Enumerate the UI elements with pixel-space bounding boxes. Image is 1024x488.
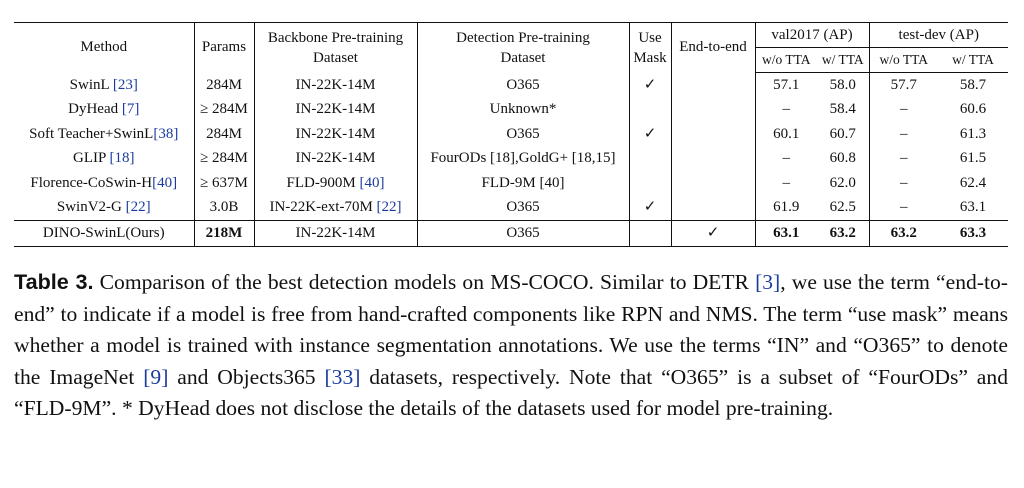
cell-use-mask <box>629 171 671 196</box>
col-test-wo-tta: w/o TTA <box>869 48 938 73</box>
col-test-w-tta: w/ TTA <box>938 48 1008 73</box>
cell-val-w: 62.0 <box>829 174 856 191</box>
col-testdev: test-dev (AP) <box>869 23 1008 48</box>
cell-test-wo: – <box>869 98 938 123</box>
cell-detection: Unknown* <box>417 98 629 123</box>
cell-val-w: 63.2 <box>817 221 869 247</box>
table-row-ours <box>14 221 1008 247</box>
cell-params: 284M <box>194 73 254 98</box>
col-detection: Detection Pre-training Dataset <box>417 23 629 73</box>
cell-val-w: 60.7 <box>829 125 856 142</box>
cell-method: SwinL [23] <box>69 76 138 93</box>
col-val-wo-tta: w/o TTA <box>755 48 817 73</box>
cell-backbone: IN-22K-14M <box>254 147 417 172</box>
cell-test-w: 62.4 <box>959 174 987 191</box>
table-row <box>14 73 1008 98</box>
caption-cite-1: [3] <box>755 270 781 294</box>
cell-end-to-end <box>671 98 755 123</box>
table-row <box>14 98 1008 123</box>
cell-detection: O365 <box>417 122 629 147</box>
col-val-w-tta: w/ TTA <box>817 48 869 73</box>
col-val2017: val2017 (AP) <box>755 23 869 48</box>
cell-backbone: IN-22K-14M <box>254 98 417 123</box>
cell-end-to-end <box>671 122 755 147</box>
cell-backbone: IN-22K-14M <box>254 122 417 147</box>
cell-test-w: 61.3 <box>959 125 987 142</box>
cell-val-w: 62.5 <box>829 199 856 216</box>
cell-method: Soft Teacher+SwinL[38] <box>29 125 179 142</box>
caption-text-3: and Objects365 <box>168 364 325 389</box>
cell-test-wo: 63.2 <box>869 221 938 247</box>
cell-end-to-end <box>671 73 755 98</box>
cell-method: Florence-CoSwin-H[40] <box>30 174 178 191</box>
cell-test-wo: – <box>869 122 938 147</box>
cell-val-wo: 63.1 <box>755 221 817 247</box>
table-row <box>14 122 1008 147</box>
col-backbone: Backbone Pre-training Dataset <box>254 23 417 73</box>
cell-test-wo: – <box>869 196 938 221</box>
cell-val-wo: – <box>755 147 817 172</box>
cell-params: 3.0B <box>194 196 254 221</box>
cell-end-to-end <box>671 196 755 221</box>
cell-val-wo: 61.9 <box>755 196 817 221</box>
col-method: Method <box>80 39 128 56</box>
cell-params: ≥ 284M <box>194 147 254 172</box>
caption-cite-2: [9] <box>143 364 169 389</box>
col-params: Params <box>194 23 254 73</box>
cell-use-mask <box>629 147 671 172</box>
cell-params: ≥ 637M <box>194 171 254 196</box>
caption-label: Table 3. <box>14 269 94 294</box>
cell-method: GLIP [18] <box>72 150 135 167</box>
cell-test-wo: 57.7 <box>869 73 938 98</box>
table-row <box>14 171 1008 196</box>
caption-text-2: , we use the term “end-to-end” to indicate if a model is free from hand-crafted components like RPN and NMS. The term “use mask” means whether a model is trained with instance segmentation annotations. We use the terms “IN” and “O365” to denote the ImageNet <box>14 270 1008 389</box>
col-use-mask: Use Mask <box>629 23 671 73</box>
cell-params: ≥ 284M <box>194 98 254 123</box>
cell-use-mask: ✓ <box>629 196 671 221</box>
cell-val-wo: 60.1 <box>755 122 817 147</box>
cell-backbone: IN-22K-14M <box>254 221 417 247</box>
cell-use-mask <box>629 98 671 123</box>
cell-end-to-end <box>671 171 755 196</box>
cell-detection: FLD-9M [40] <box>417 171 629 196</box>
cell-params: 218M <box>194 221 254 247</box>
cell-method: SwinV2-G [22] <box>56 199 151 216</box>
cell-test-wo: – <box>869 147 938 172</box>
caption-text-1: Comparison of the best detection models on MS-COCO. Similar to DETR <box>93 270 756 294</box>
table-caption <box>14 266 1008 425</box>
cell-test-w: 63.1 <box>959 199 987 216</box>
cell-val-w: 58.4 <box>829 101 856 118</box>
cell-test-w: 60.6 <box>959 101 987 118</box>
cell-test-wo: – <box>869 171 938 196</box>
cell-test-w: 61.5 <box>959 150 987 167</box>
cell-backbone: IN-22K-ext-70M [22] <box>254 196 417 221</box>
table-row <box>14 147 1008 172</box>
cell-backbone: FLD-900M [40] <box>254 171 417 196</box>
caption-cite-3: [33] <box>324 364 361 389</box>
cell-test-w: 58.7 <box>959 76 987 93</box>
table-row <box>14 196 1008 221</box>
cell-params: 284M <box>194 122 254 147</box>
cell-detection: FourODs [18],GoldG+ [18,15] <box>417 147 629 172</box>
cell-use-mask: ✓ <box>629 122 671 147</box>
header-row-1 <box>14 23 1008 48</box>
cell-val-wo: – <box>755 171 817 196</box>
cell-detection: O365 <box>417 221 629 247</box>
cell-test-w: 63.3 <box>938 221 1008 247</box>
cell-use-mask: ✓ <box>629 73 671 98</box>
cell-end-to-end <box>671 147 755 172</box>
cell-end-to-end: ✓ <box>671 221 755 247</box>
col-end-to-end: End-to-end <box>671 23 755 73</box>
cell-method: DyHead [7] <box>68 101 140 118</box>
cell-backbone: IN-22K-14M <box>254 73 417 98</box>
cell-use-mask <box>629 221 671 247</box>
caption-text-4: datasets, respectively. Note that “O365” is a subset of “FourODs” and “FLD-9M”. * DyHead does not disclose the details of the datasets used for model pre-training. <box>14 364 1008 420</box>
cell-detection: O365 <box>417 73 629 98</box>
cell-val-wo: 57.1 <box>755 73 817 98</box>
cell-val-w: 60.8 <box>829 150 856 167</box>
cell-method: DINO-SwinL(Ours) <box>14 221 194 247</box>
cell-val-w: 58.0 <box>829 76 856 93</box>
cell-detection: O365 <box>417 196 629 221</box>
cell-val-wo: – <box>755 98 817 123</box>
results-table <box>14 22 1008 247</box>
